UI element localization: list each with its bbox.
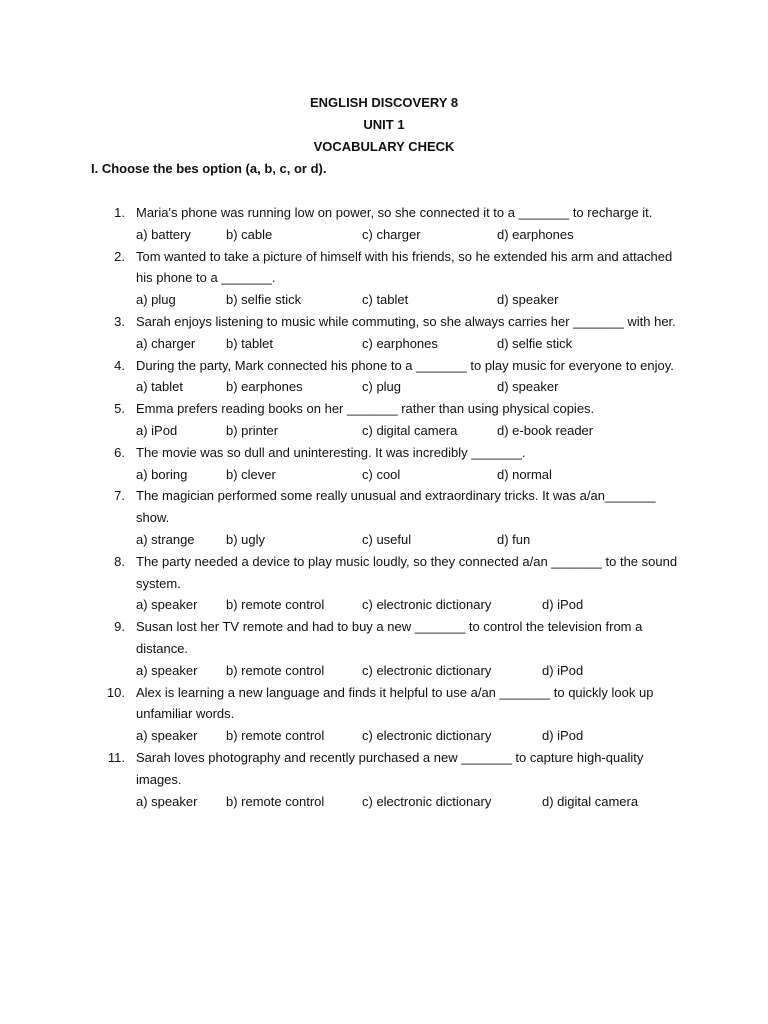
question-text: Emma prefers reading books on her _______ rather than using physical copies. [136, 401, 595, 417]
option-a: a) speaker [136, 793, 198, 809]
option-c: c) electronic dictionary [362, 597, 492, 613]
option-row [0, 224, 768, 246]
question-text: During the party, Mark connected his phone to a _______ to play music for everyone to enjoy. [136, 357, 674, 373]
option-b: b) tablet [226, 335, 273, 351]
question-item [0, 485, 768, 550]
unit-heading: UNIT 1 [363, 117, 405, 132]
option-a: a) battery [136, 226, 191, 242]
option-a: a) boring [136, 466, 188, 482]
option-a: a) plug [136, 292, 176, 308]
question-item [0, 398, 768, 442]
option-b: b) remote control [226, 728, 325, 744]
question-item [0, 246, 768, 311]
option-b: b) remote control [226, 662, 325, 678]
question-text: Susan lost her TV remote and had to buy a new _______ to control the television from a distance. [136, 619, 643, 656]
option-c: c) cool [362, 466, 401, 482]
option-row [0, 289, 768, 311]
option-c: c) tablet [362, 292, 409, 308]
option-b: b) selfie stick [226, 292, 302, 308]
question-item [0, 551, 768, 616]
option-row [0, 594, 768, 616]
question-item [0, 202, 768, 246]
question-text: Maria's phone was running low on power, so she connected it to a _______ to recharge it. [136, 205, 653, 220]
option-c: c) useful [362, 531, 412, 547]
option-d: d) speaker [497, 292, 559, 308]
question-text: Sarah loves photography and recently purchased a new _______ to capture high-quality images. [136, 749, 644, 787]
option-a: a) charger [136, 335, 196, 351]
option-d: d) iPod [542, 662, 584, 678]
option-b: b) printer [226, 422, 279, 438]
question-item [0, 442, 768, 486]
option-d: d) selfie stick [497, 335, 573, 351]
option-c: c) plug [362, 379, 402, 395]
option-d: d) e-book reader [497, 422, 594, 438]
option-b: b) remote control [226, 597, 325, 613]
option-a: a) tablet [136, 379, 183, 395]
question-text: Sarah enjoys listening to music while commuting, so she always carries her _______ with her. [136, 313, 676, 329]
question-text: Alex is learning a new language and finds it helpful to use a/an _______ to quickly look up unfamiliar words. [136, 684, 654, 722]
question-item [0, 355, 768, 399]
option-b: b) clever [226, 466, 276, 482]
option-b: b) cable [226, 226, 273, 242]
option-c: c) charger [362, 226, 421, 242]
option-b: b) ugly [226, 531, 266, 547]
document-title: ENGLISH DISCOVERY 8 [309, 95, 459, 110]
option-c: c) electronic dictionary [362, 728, 492, 744]
question-number: 3. [114, 313, 125, 329]
option-b: b) earphones [226, 379, 303, 395]
option-d: d) iPod [542, 597, 584, 613]
question-text: The party needed a device to play music loudly, so they connected a/an _______ to the sound system. [136, 553, 678, 591]
option-row [0, 376, 768, 398]
option-row [0, 464, 768, 486]
option-a: a) strange [136, 531, 195, 547]
option-d: d) iPod [542, 728, 584, 744]
question-item [0, 682, 768, 747]
question-text: Tom wanted to take a picture of himself with his friends, so he extended his arm and attached his phone to a _______. [136, 248, 673, 286]
option-a: a) speaker [136, 597, 198, 613]
option-d: d) earphones [497, 226, 574, 242]
option-row [0, 660, 768, 682]
option-b: b) remote control [226, 793, 325, 809]
question-number: 2. [114, 248, 125, 264]
question-number: 5. [114, 401, 125, 417]
question-number: 4. [114, 357, 125, 373]
option-row [0, 529, 768, 551]
option-a: a) speaker [136, 728, 198, 744]
question-number: 11. [107, 749, 125, 765]
option-row [0, 725, 768, 747]
option-d: d) fun [497, 531, 531, 547]
option-row [0, 333, 768, 355]
section-heading: VOCABULARY CHECK [313, 139, 455, 154]
question-number: 7. [114, 488, 125, 504]
option-d: d) speaker [497, 379, 559, 395]
option-c: c) electronic dictionary [362, 793, 492, 809]
option-c: c) digital camera [362, 422, 458, 438]
option-row [0, 420, 768, 442]
question-number: 10. [106, 684, 125, 700]
option-a: a) speaker [136, 662, 198, 678]
question-list [0, 202, 768, 812]
exercise-instruction: I. Choose the bes option (a, b, c, or d). [91, 161, 327, 176]
option-c: c) electronic dictionary [362, 662, 492, 678]
option-a: a) iPod [136, 422, 178, 438]
option-row [0, 791, 768, 813]
question-number: 1. [114, 205, 125, 220]
option-d: d) digital camera [542, 793, 639, 809]
question-number: 6. [114, 444, 125, 460]
question-text: The magician performed some really unusual and extraordinary tricks. It was a/an_______ show. [136, 488, 656, 526]
option-d: d) normal [497, 466, 552, 482]
question-item [0, 311, 768, 355]
question-number: 9. [114, 619, 125, 635]
question-number: 8. [114, 553, 125, 569]
question-item [0, 747, 768, 812]
question-text: The movie was so dull and uninteresting. It was incredibly _______. [136, 444, 526, 460]
question-item [0, 616, 768, 681]
option-c: c) earphones [362, 335, 438, 351]
